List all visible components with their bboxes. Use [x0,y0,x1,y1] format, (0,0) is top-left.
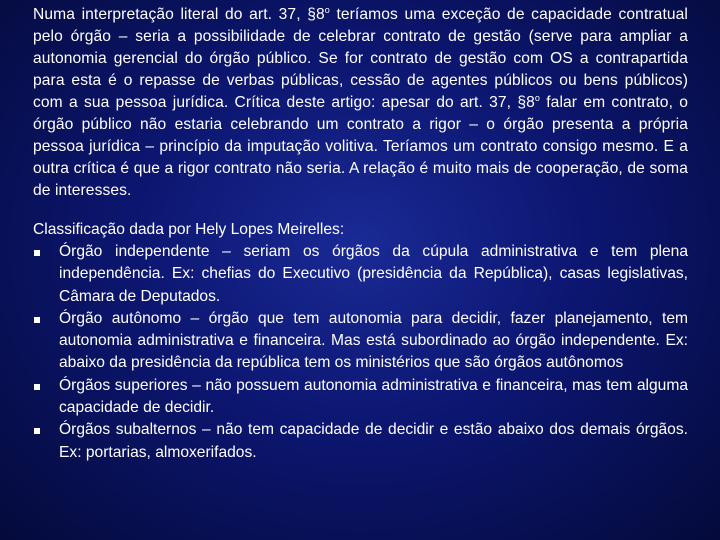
square-bullet-icon [34,384,40,390]
list-item-text: Órgãos subalternos – não tem capacidade de decidir e estão abaixo dos demais órgãos. Ex: portarias, almoxerifados. [59,421,688,461]
intro-paragraph [33,4,688,202]
square-bullet-icon [34,250,40,256]
list-item [33,419,688,464]
list-item [33,241,688,308]
slide-content [33,4,688,464]
classification-heading: Classificação dada por Hely Lopes Meirelles: [33,221,345,238]
paragraph-text-3: falar em contrato, o órgão público não estaria celebrando um contrato a rigor – o órgão presenta a própria pessoa jurídica – princípio da imputação volitiva. Teríamos um contrato consigo mesmo. E a outra crítica é que a rigor contrato não seria. A relação é muito mais de cooperação, de soma de interesses. [33,94,689,199]
list-item [33,308,688,375]
paragraph-text-2: teríamos uma exceção de capacidade contratual pelo órgão – seria a possibilidade de celebrar contrato de gestão (serve para ampliar a autonomia gerencial do órgão público. Se for contrato de gestão com OS a contrapartida para esta é o repasse de verbas públicas, cessão de agentes públicos ou bens públicos) com a sua pessoa jurídica. Crítica deste artigo: apesar do art. 37, §8 [33,6,688,111]
superscript-ordinal-2: o [534,92,541,103]
list-item-text: Órgão autônomo – órgão que tem autonomia para decidir, fazer planejamento, tem autonomia administrativa e financeira. Mas está subordinado ao órgão independente. Ex: abaixo da presidência da república tem os ministérios que são órgãos autônomos [59,309,688,372]
list-item-text: Órgão independente – seriam os órgãos da cúpula administrativa e tem plena independência. Ex: chefias do Executivo (presidência da República), casas legislativas, Câmara de Deputados. [59,243,688,305]
list-item-text: Órgãos superiores – não possuem autonomia administrativa e financeira, mas tem alguma capacidade de decidir. [59,376,688,417]
square-bullet-icon [34,317,40,323]
superscript-ordinal-1: o [324,4,330,15]
paragraph-text-1: Numa interpretação literal do art. 37, §8 [33,6,325,23]
list-item [33,375,688,420]
classification-list [33,241,688,464]
square-bullet-icon [34,428,40,434]
